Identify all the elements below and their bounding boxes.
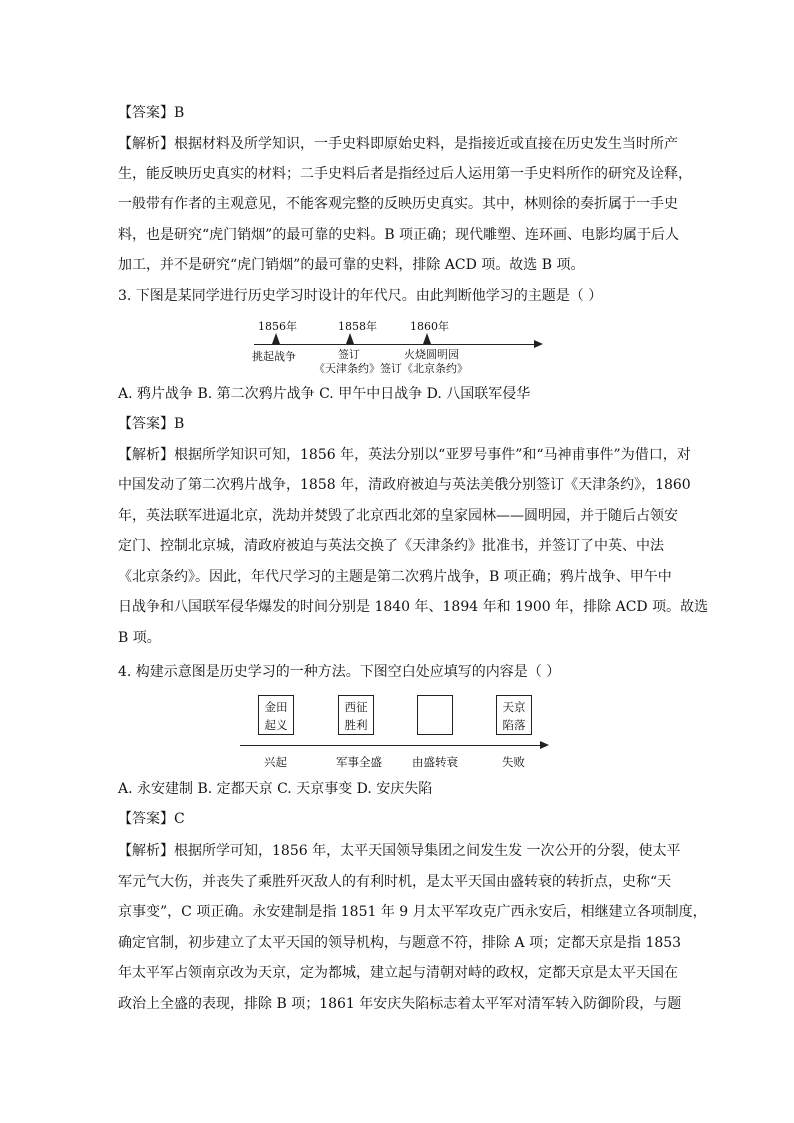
timeline-treaties: 《天津条约》签订《北京条约》 xyxy=(314,362,468,375)
flow-diagram xyxy=(240,695,560,775)
timeline-event-1: 挑起战争 xyxy=(252,350,296,363)
q3-analysis-line-6: 日战争和八国联军侵华爆发的时间分别是 1840 年、1894 年和 1900 年，排除 ACD 项。故选 xyxy=(118,599,709,615)
timeline-marker-icon xyxy=(272,333,280,344)
q4-options: A. 永安建制 B. 定都天京 C. 天京事变 D. 安庆失陷 xyxy=(118,781,433,797)
arrow-right-icon xyxy=(534,340,543,348)
q4-stem: 4. 构建示意图是历史学习的一种方法。下图空白处应填写的内容是（ ） xyxy=(118,664,561,680)
timeline-marker-icon xyxy=(346,333,354,344)
q3-stem: 3. 下图是某同学进行历史学习时设计的年代尺。由此判断他学习的主题是（ ） xyxy=(118,288,603,304)
arrow-right-icon xyxy=(540,741,549,749)
q2-analysis-line-2: 生，能反映历史真实的材料；二手史料后者是指经过后人运用第一手史料所作的研究及诠释， xyxy=(118,166,692,182)
q4-analysis-line-6: 政治上全盛的表现，排除 B 项；1861 年安庆失陷标志着太平军对清军转入防御阶段，与题 xyxy=(118,996,682,1012)
q3-analysis-line-5: 《北京条约》。因此，年代尺学习的主题是第二次鸦片战争，B 项正确；鸦片战争、甲午中 xyxy=(118,569,672,585)
timeline-event-3: 火烧圆明园 xyxy=(404,348,459,361)
q3-answer: 【答案】B xyxy=(118,416,185,432)
q4-analysis-line-5: 年太平军占领南京改为天京，定为都城，建立起与清朝对峙的政权，定都天京是太平天国在 xyxy=(118,965,678,981)
diagram-box-tianjing: 天京 陷落 xyxy=(496,695,532,735)
diagram-box-xizheng: 西征 胜利 xyxy=(338,695,374,735)
diagram-label-decline: 由盛转衰 xyxy=(412,755,458,769)
timeline-axis xyxy=(254,344,536,345)
q4-answer: 【答案】C xyxy=(118,811,185,827)
q2-analysis-line-3: 一般带有作者的主观意见，不能客观完整的反映历史真实。其中，林则徐的奏折属于一手史 xyxy=(118,196,678,212)
q2-analysis-line-4: 料，也是研究“虎门销烟”的最可靠的史料。B 项正确；现代雕塑、连环画、电影均属于后人 xyxy=(118,227,680,243)
diagram-label-rise: 兴起 xyxy=(264,755,287,769)
timeline-year-1856: 1856年 xyxy=(258,320,297,333)
q3-analysis-line-7: B 项。 xyxy=(118,630,161,646)
q4-analysis-line-2: 军元气大伤，并丧失了乘胜歼灭敌人的有利时机，是太平天国由盛转衰的转折点，史称“天 xyxy=(118,874,672,890)
diagram-box-jintian: 金田 起义 xyxy=(258,695,294,735)
timeline-year-1860: 1860年 xyxy=(410,320,449,333)
q3-analysis-line-4: 定门、控制北京城，清政府被迫与英法交换了《天津条约》批准书，并签订了中英、中法 xyxy=(118,538,664,554)
timeline-figure xyxy=(252,318,552,378)
timeline-year-1858: 1858年 xyxy=(338,320,377,333)
diagram-axis xyxy=(240,745,542,746)
q3-analysis-line-2: 中国发动了第二次鸦片战争，1858 年，清政府被迫与英法美俄分别签订《天津条约》，1860 xyxy=(118,477,691,493)
diagram-label-fail: 失败 xyxy=(502,755,525,769)
q3-options: A. 鸦片战争 B. 第二次鸦片战争 C. 甲午中日战争 D. 八国联军侵华 xyxy=(118,386,531,402)
q4-analysis-line-1: 【解析】根据所学可知，1856 年，太平天国领导集团之间发生发 一次公开的分裂，使太平 xyxy=(118,843,681,859)
q4-analysis-line-4: 确定官制，初步建立了太平天国的领导机构，与题意不符，排除 A 项；定都天京是指 1853 xyxy=(118,935,682,951)
q4-analysis-line-3: 京事变”，C 项正确。永安建制是指 1851 年 9 月太平军攻克广西永安后，相继建立各项制度， xyxy=(118,904,707,920)
q2-analysis-line-5: 加工，并不是研究“虎门销烟”的最可靠的史料，排除 ACD 项。故选 B 项。 xyxy=(118,257,585,273)
q3-analysis-line-3: 年，英法联军进逼北京，洗劫并焚毁了北京西北郊的皇家园林——圆明园，并于随后占领安 xyxy=(118,508,678,524)
timeline-event-2: 签订 xyxy=(338,348,360,361)
timeline-marker-icon xyxy=(423,333,431,344)
q2-analysis-line-1: 【解析】根据材料及所学知识，一手史料即原始史料，是指接近或直接在历史发生当时所产 xyxy=(118,136,678,152)
q3-analysis-line-1: 【解析】根据所学知识可知，1856 年，英法分别以“亚罗号事件”和“马神甫事件”为借口，对 xyxy=(118,447,691,463)
diagram-box-blank xyxy=(417,695,453,735)
diagram-label-peak: 军事全盛 xyxy=(336,755,382,769)
q2-answer: 【答案】B xyxy=(118,105,185,121)
